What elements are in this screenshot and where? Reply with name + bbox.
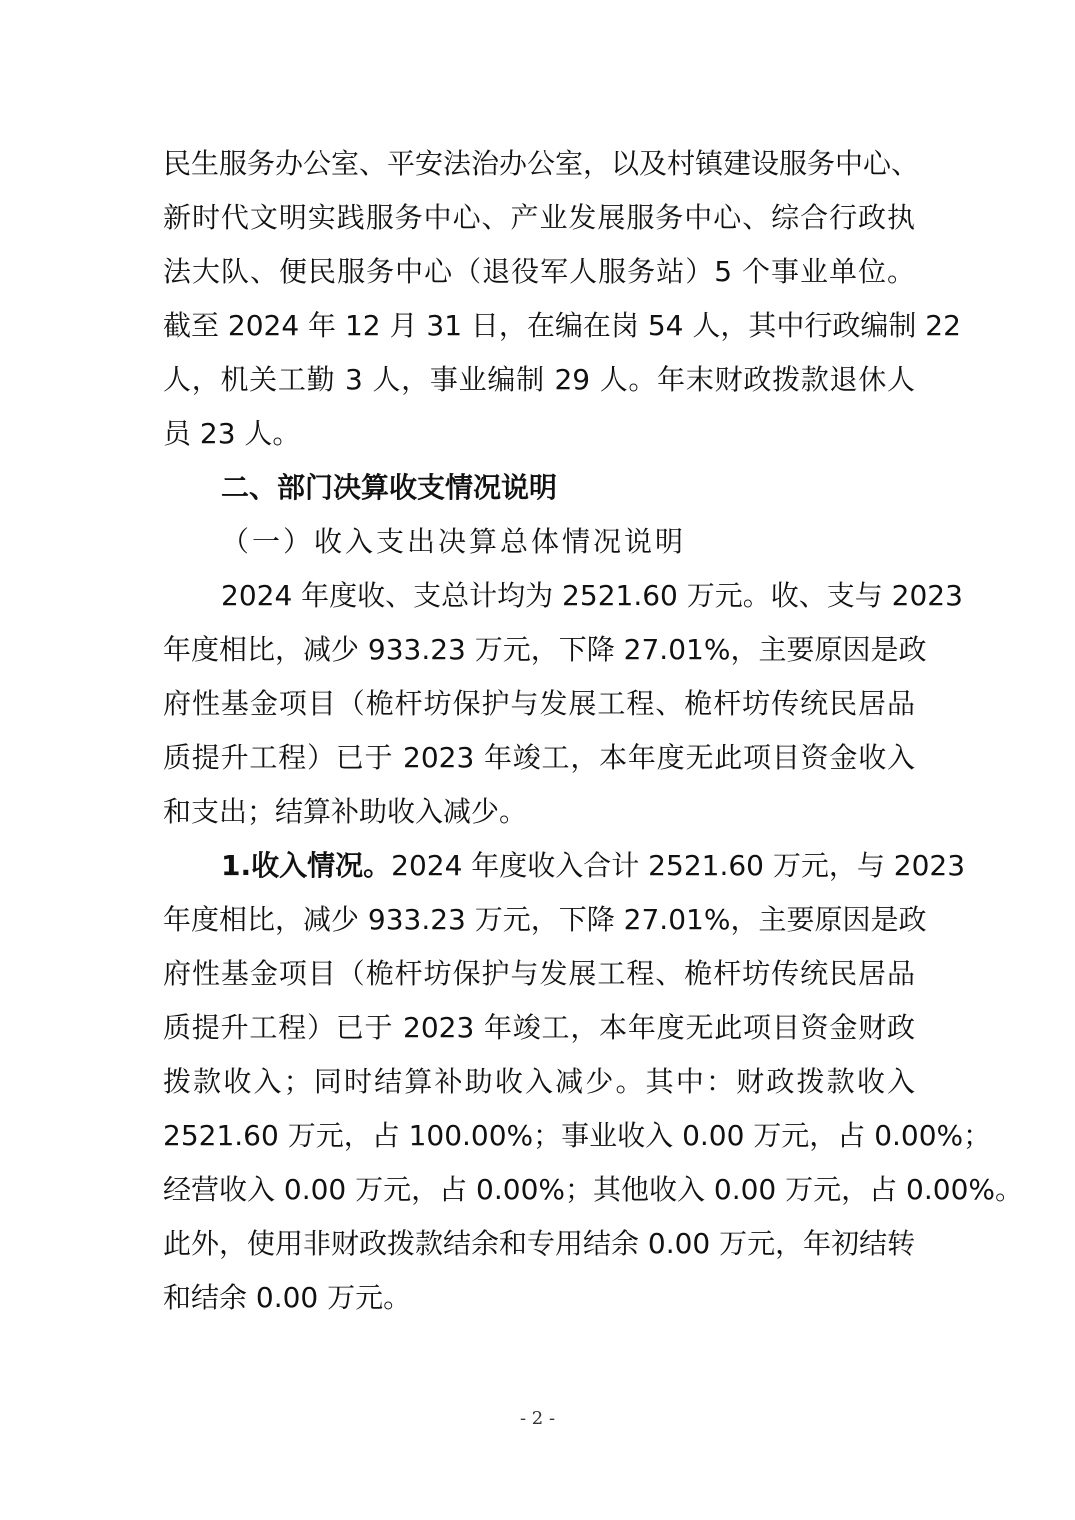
income-line: 拨款收入；同时结算补助收入减少。其中：财政拨款收入 [163,1065,915,1098]
subsection-heading: （一）收入支出决算总体情况说明 [221,525,687,558]
overview-line: 府性基金项目（桅杆坊保护与发展工程、桅杆坊传统民居品 [163,687,915,720]
overview-line: 年度相比，减少 933.23 万元，下降 27.01%，主要原因是政 [163,633,927,666]
intro-line: 员 23 人。 [163,417,301,450]
intro-line: 新时代文明实践服务中心、产业发展服务中心、综合行政执 [163,201,915,234]
income-line: 质提升工程）已于 2023 年竣工，本年度无此项目资金财政 [163,1011,915,1044]
overview-line: 质提升工程）已于 2023 年竣工，本年度无此项目资金收入 [163,741,915,774]
intro-line: 民生服务办公室、平安法治办公室，以及村镇建设服务中心、 [163,147,920,180]
income-line: 经营收入 0.00 万元，占 0.00%；其他收入 0.00 万元，占 0.00%。 [163,1173,1023,1206]
page-number: - 2 - [519,1408,556,1429]
overview-line: 和支出；结算补助收入减少。 [163,795,528,828]
income-line: 和结余 0.00 万元。 [163,1281,412,1314]
income-line: 此外，使用非财政拨款结余和专用结余 0.00 万元，年初结转 [163,1227,916,1260]
income-first-line [221,840,966,892]
income-first-rest: 2024 年度收入合计 2521.60 万元，与 2023 [391,849,966,882]
intro-line: 法大队、便民服务中心（退役军人服务站）5 个事业单位。 [163,255,915,288]
income-line: 年度相比，减少 933.23 万元，下降 27.01%，主要原因是政 [163,903,927,936]
section-heading: 二、部门决算收支情况说明 [221,471,558,504]
income-line: 2521.60 万元，占 100.00%；事业收入 0.00 万元，占 0.00%； [163,1119,992,1152]
income-line: 府性基金项目（桅杆坊保护与发展工程、桅杆坊传统民居品 [163,957,915,990]
income-lead: 1.收入情况。 [221,849,392,882]
overview-line: 2024 年度收、支总计均为 2521.60 万元。收、支与 2023 [221,579,963,612]
intro-line: 截至 2024 年 12 月 31 日，在编在岗 54 人，其中行政编制 22 [163,309,961,342]
intro-line: 人，机关工勤 3 人，事业编制 29 人。年末财政拨款退休人 [163,363,915,396]
